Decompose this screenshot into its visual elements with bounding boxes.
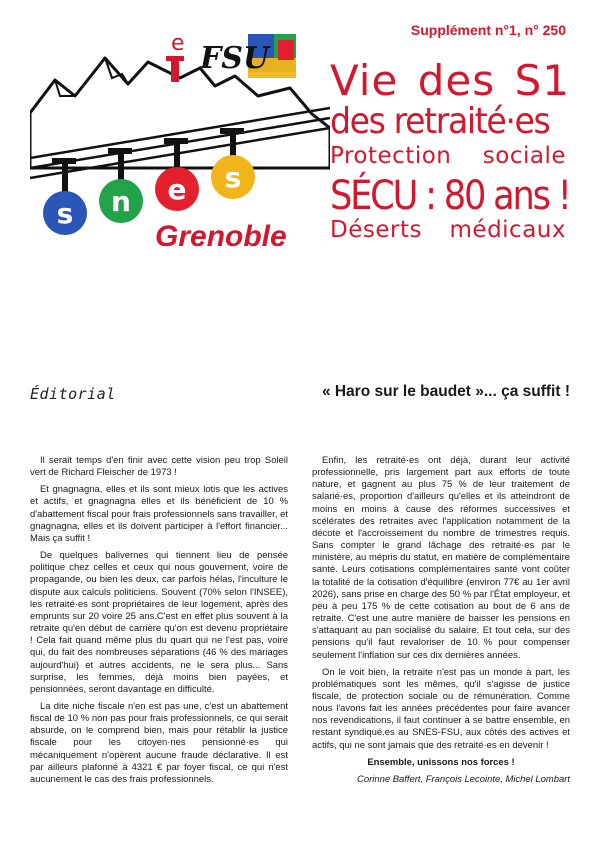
article-column-right — [312, 455, 570, 791]
fsu-text: FSU — [200, 41, 270, 76]
title-line-4: SÉCU : 80 ans ! — [330, 173, 570, 219]
snes-letter-s2: s — [224, 161, 242, 194]
supplement-number: Supplément n°1, n° 250 — [410, 22, 566, 38]
snes-fsu-grenoble-logo — [30, 18, 330, 258]
paragraph: Il serait temps d'en finir avec cette vision peu trop Soleil vert de Richard Fleischer de 1973 ! — [30, 455, 288, 479]
title-line-3: Protection sociale — [330, 143, 566, 169]
fsu-e-letter: e — [171, 31, 185, 56]
snes-letter-e: e — [167, 173, 187, 206]
paragraph: On le voit bien, la retraite n'est pas un monde à part, les problématiques sont les mêmes, qu'il s'agisse de justice fiscale, de protection sociale ou de rémunération. Comme nous l'avons fait les années précédentes pour faire avancer nos revendications, il faut continuer à se battre ensemble, en restant syndiqué.es au SNES-FSU, aux côtés des actives et actifs, qui ne sont jamais que des retraité·es en devenir ! — [312, 666, 570, 751]
paragraph: Enfin, les retraité·es ont déjà, durant leur activité professionnelle, pris largement part aux efforts de toute nature, et gagnent au plus 75 % de leur traitement de salarié·es, proportion d'ailleurs qu'elles et ils atteindront de moins en moins à cause des réformes successives et scélérates des retraites avec l'application notamment de la décote et l'accroissement du nombre de trimestres requis. Sans compter le grand lâchage des retraité·es par le ministère, au mépris du statut, en matière de complémentaire santé. Leurs cotisations complémentaires santé vont coûter la totalité de la cotisation d'équilibre (environ 77€ au 1er avril 2026), sans prise en charge des 50 % par l'État employeur, et peu à peu 175 % de cette cotisation au bout de 6 ans de retraite. C'est une autre manière de baisser les pensions en s'attaquant au pan socialisé du salaire. Et tout cela, sur des pensions qu'il faut revaloriser de 10 % pour compenser seulement l'inflation sur ces dix dernières années. — [312, 455, 570, 661]
title-line-5: Déserts médicaux — [330, 217, 566, 243]
paragraph: La dite niche fiscale n'en est pas une, c'est un abattement fiscal de 10 % non pas pour frais professionnels, ce qui serait absurde, on le comprend bien, mais pour rétablir la justice fiscale pour les citoyen·nes pensionné·es qui mécaniquement n'opèrent aucune fraude déclarative. Il est par ailleurs plafonné à 4321 € par foyer fiscal, ce qui n'est aucunement le cas des frais professionnels. — [30, 700, 288, 785]
closing-line: Ensemble, unissons nos forces ! — [367, 756, 515, 768]
paragraph: Et gnagnagna, elles et ils sont mieux lotis que les actives et actifs, et gnagnagna elles et ils bénéficient de 10 % d'abattement fiscal pour frais professionnels sans travailler, et gnagnagna, elles et ils doivent participer à l'effort financier... Mais ça suffit ! — [30, 484, 288, 544]
title-line-1: Vie des S1 — [330, 56, 570, 105]
snes-letter-s1: s — [56, 197, 74, 230]
signature: Corinne Baffert, François Lecointe, Michel Lombart — [357, 773, 570, 785]
city-name: Grenoble — [155, 220, 287, 253]
snes-letter-n: n — [111, 185, 131, 218]
title-line-2: des retraité·es — [330, 101, 550, 142]
article-headline: « Haro sur le baudet »... ça suffit ! — [321, 383, 570, 400]
section-label: Éditorial — [30, 385, 116, 403]
paragraph: De quelques balivernes qui tiennent lieu de pensée politique chez celles et ceux qui nous gouvernent, voire de propagande, ou bien les deux, car parfois hélas, l'inculture le dispute aux calculs politiciens. Souvent (70% selon l'INSEE), les retraité·es sont propriétaires de leur logement, après des emprunts sur 20 voire 25 ans.C'est en effet plus souvent à la retraite qu'en début de carrière qu'on est devenu propriétaire ! Cela fait quand même plus du quart qui ne l'est pas, voire qui, du fait des nombreuses séparations (46 % des mariages aujourd'hui) et autres accidents, ne le sera plus... Sans surprise, les femmes, déjà moins bien payées, et pensionnées, seront davantage en difficulté. — [30, 550, 288, 695]
article-column-left — [30, 455, 288, 791]
